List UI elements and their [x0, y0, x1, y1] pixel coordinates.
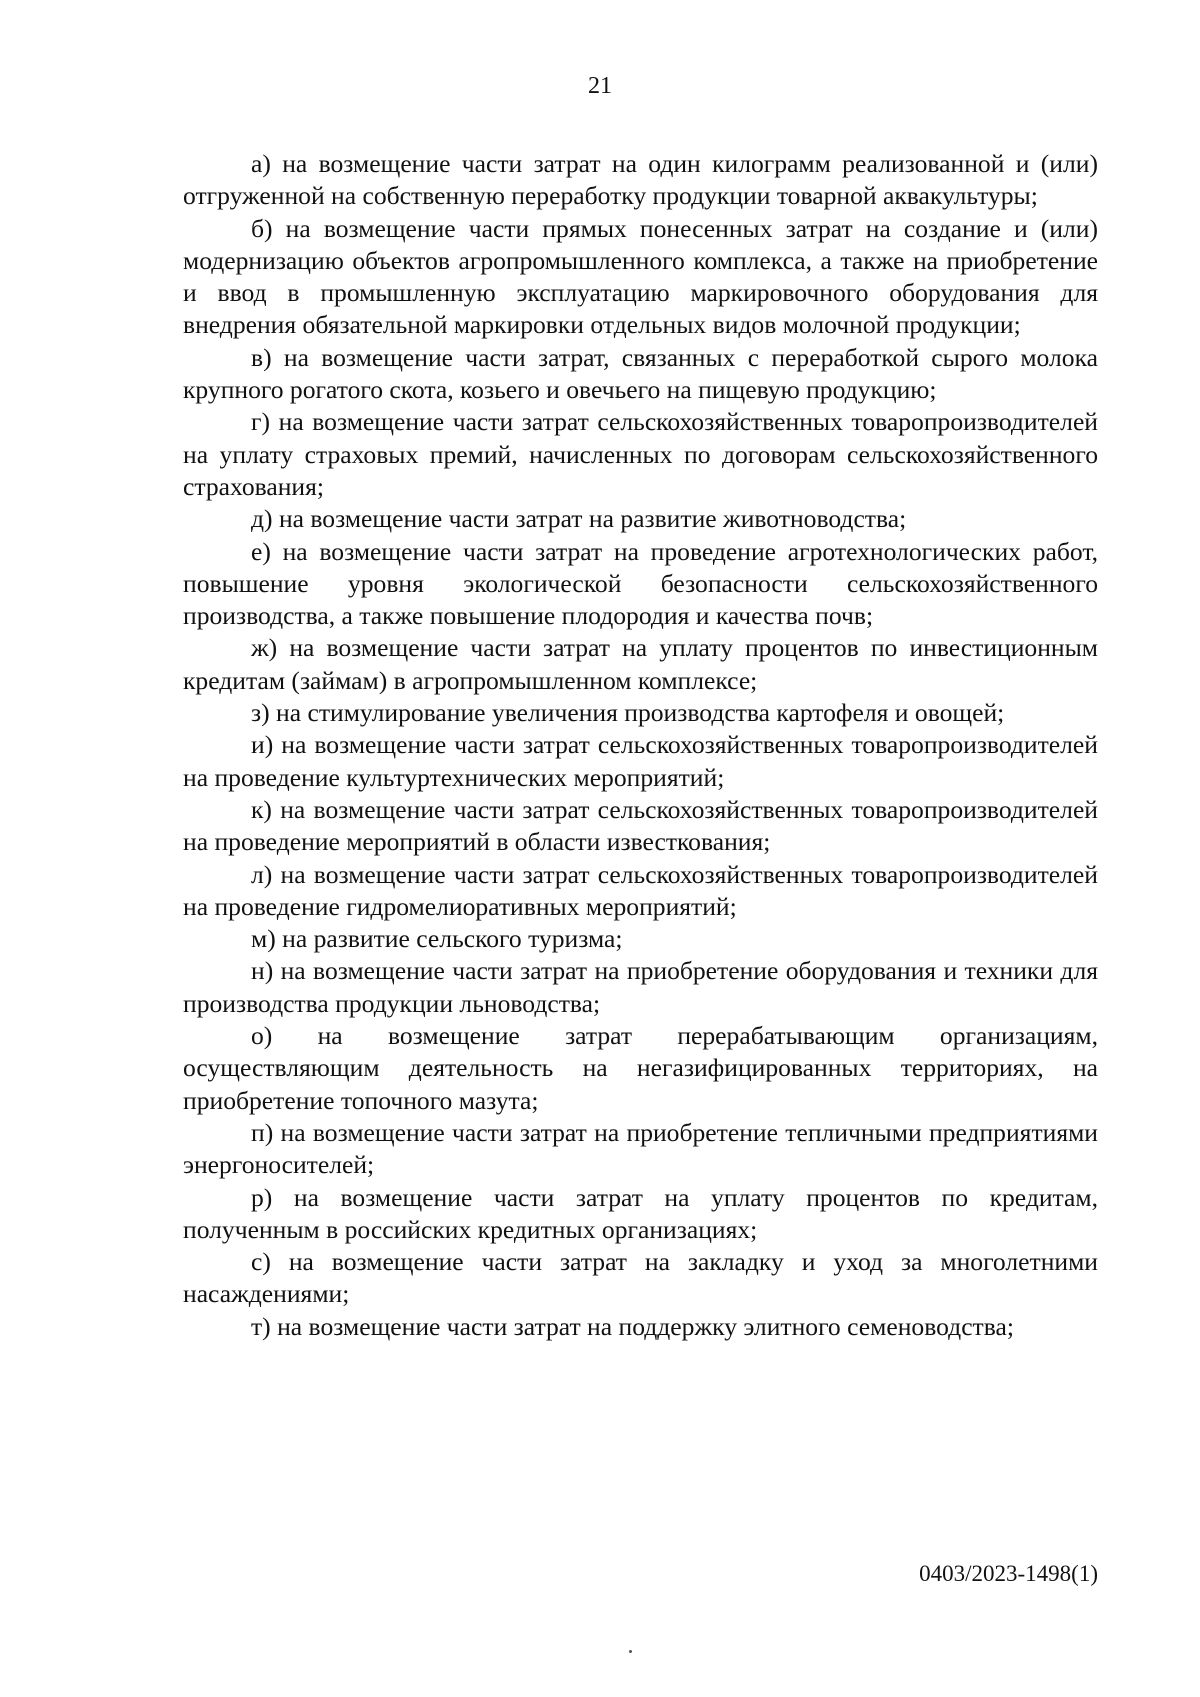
list-item-b: б) на возмещение части прямых понесенных затрат на создание и (или) модернизацию объектов агропромышленного комплекса, а также на приобретение и ввод в промышленную эксплуатацию маркировочного оборудования для внедрения обязательной маркировки отдельных видов молочной продукции; — [183, 213, 1098, 340]
list-item-z: з) на стимулирование увеличения производства картофеля и овощей; — [251, 698, 1005, 728]
list-item-p: п) на возмещение части затрат на приобретение тепличными предприятиями энергоносителей; — [183, 1117, 1098, 1180]
document-body — [183, 148, 1098, 1343]
list-item-a: а) на возмещение части затрат на один килограмм реализованной и (или) отгруженной на собственную переработку продукции товарной аквакультуры; — [183, 149, 1098, 211]
list-item-t: т) на возмещение части затрат на поддержку элитного семеноводства; — [251, 1311, 1014, 1341]
list-item-s: с) на возмещение части затрат на закладку и уход за многолетними насаждениями; — [183, 1247, 1098, 1309]
list-item-m: м) на развитие сельского туризма; — [251, 924, 623, 954]
list-item-v: в) на возмещение части затрат, связанных с переработкой сырого молока крупного рогатого скота, козьего и овечьего на пищевую продукцию; — [183, 342, 1098, 405]
list-item-l: л) на возмещение части затрат сельскохозяйственных товаропроизводителей на проведение гидромелиоративных мероприятий; — [183, 859, 1098, 921]
list-item-d: д) на возмещение части затрат на развитие животноводства; — [251, 504, 907, 534]
scan-speck — [629, 1650, 632, 1653]
list-item-g: г) на возмещение части затрат сельскохозяйственных товаропроизводителей на уплату страховых премий, начисленных по договорам сельскохозяйственного страхования; — [183, 407, 1098, 501]
document-number: 0403/2023-1498(1) — [919, 1561, 1098, 1586]
list-item-o: о) на возмещение затрат перерабатывающим организациям, осуществляющим деятельность на негазифицированных территориях, на приобретение топочного мазута; — [183, 1021, 1098, 1115]
list-item-r: р) на возмещение части затрат на уплату процентов по кредитам, полученным в российских кредитных организациях; — [183, 1182, 1098, 1244]
list-item-e: е) на возмещение части затрат на проведение агротехнологических работ, повышение уровня экологической безопасности сельскохозяйственного производства, а также повышение плодородия и качества почв; — [183, 536, 1098, 631]
list-item-zh: ж) на возмещение части затрат на уплату процентов по инвестиционным кредитам (займам) в агропромышленном комплексе; — [183, 633, 1098, 695]
list-item-i: и) на возмещение части затрат сельскохозяйственных товаропроизводителей на проведение культуртехнических мероприятий; — [183, 730, 1098, 792]
page-number: 21 — [588, 73, 612, 99]
list-item-n: н) на возмещение части затрат на приобретение оборудования и техники для производства продукции льноводства; — [183, 956, 1098, 1018]
list-item-k: к) на возмещение части затрат сельскохозяйственных товаропроизводителей на проведение мероприятий в области известкования; — [183, 794, 1098, 857]
